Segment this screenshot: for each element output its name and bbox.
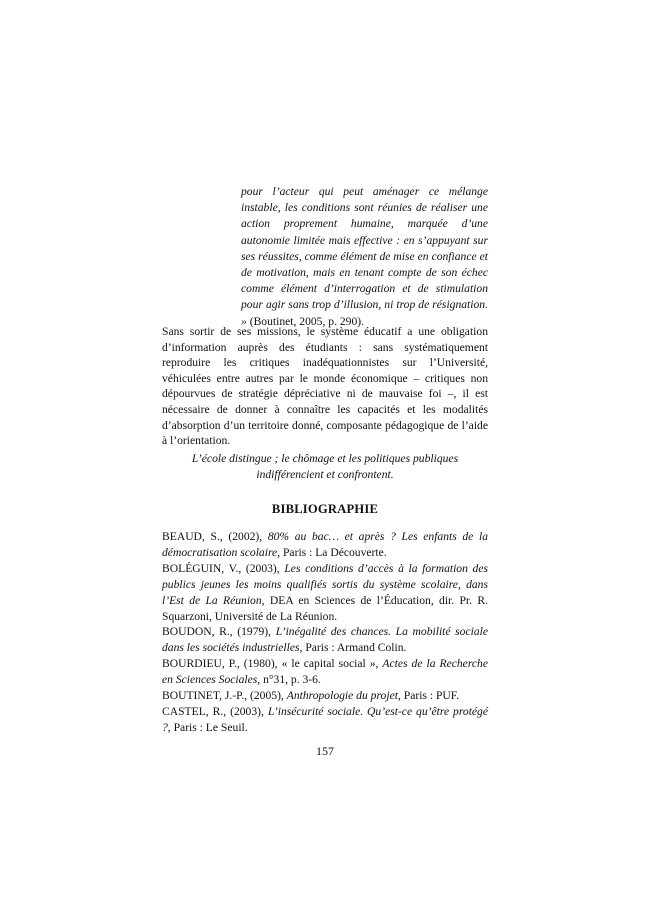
entry-publisher: , n°31, p. 3-6. — [257, 673, 321, 687]
entry-title: Anthropologie du projet — [286, 689, 398, 703]
section-heading: BIBLIOGRAPHIE — [271, 502, 379, 516]
motto-line-2: indifférencient et confrontent. — [256, 468, 394, 481]
entry-title: Les conditions d’accès à la formation des publics jeunes les moins qualifiés sortis du système scolaire, dans l’Est de La Réunion — [162, 561, 488, 607]
entry-author: BOLÉGUIN, V., (2003), — [162, 561, 285, 575]
quote-citation: (Boutinet, 2005, p. 290). — [249, 314, 365, 328]
motto — [162, 451, 488, 483]
bibliography-entry — [162, 529, 488, 561]
bibliography-entry — [162, 656, 488, 688]
entry-publisher: , DEA en Sciences de l’Éducation, dir. Pr. R. Squarzoni, Université de La Réunion. — [162, 593, 488, 623]
bibliography-entry — [162, 688, 488, 704]
entry-title: 80% au bac… et après ? Les enfants de la démocratisation scolaire — [162, 530, 488, 559]
bibliography-list — [162, 529, 488, 736]
entry-title: L’insécurité sociale. Qu’est-ce qu’être protégé ? — [162, 704, 489, 734]
block-quote — [241, 184, 488, 330]
entry-publisher: , Paris : Le Seuil. — [167, 720, 248, 734]
body-paragraph: Sans sortir de ses missions, le système éducatif a une obligation d’information auprès des étudiants : sans systématiquement reproduire les critiques inadéquationnistes sur l’Université, véhiculées entre autres par le monde économique – critiques non dépourvues de stratégie dépréciative ni de mauvaise foi –, il est nécessaire de donner à connaître les capacités et les modalités d’absorption d’un territoire donné, composante pédagogique de l’aide à l’orientation. — [162, 325, 488, 448]
entry-author: BOUDON, R., (1979), — [162, 625, 276, 639]
bibliography-entry — [162, 624, 488, 656]
entry-title: Actes de la Recherche en Sciences Sociales — [162, 657, 488, 687]
entry-author: BOURDIEU, P., (1980), « le capital social », — [162, 657, 383, 671]
motto-line-1: L’école distingue ; le chômage et les politiques publiques — [191, 452, 459, 465]
entry-author: BOUTINET, J.-P., (2005), — [162, 689, 287, 703]
entry-author: BEAUD, S., (2002), — [162, 530, 268, 543]
entry-publisher: , Paris : La Découverte. — [277, 545, 387, 559]
bibliography-entry — [162, 561, 488, 625]
page-number: 157 — [316, 744, 334, 758]
bibliography-entry — [162, 704, 488, 736]
entry-publisher: , Paris : Armand Colin. — [299, 641, 407, 655]
entry-author: CASTEL, R., (2003), — [162, 704, 268, 718]
entry-publisher: , Paris : PUF. — [397, 689, 460, 703]
entry-title: L’inégalité des chances. La mobilité sociale dans les sociétés industrielles — [162, 625, 488, 655]
quote-text: pour l’acteur qui peut aménager ce mélange instable, les conditions sont réunies de réaliser une action proprement humaine, marquée d’une autonomie limitée mais effective : en s’appuyant sur ses réussites, comme élément de mise en confiance et de motivation, mais en tenant compte de son échec comme élément d’interrogation et de stimulation pour agir sans trop d’illusion, ni trop de résignation. » — [241, 185, 488, 328]
